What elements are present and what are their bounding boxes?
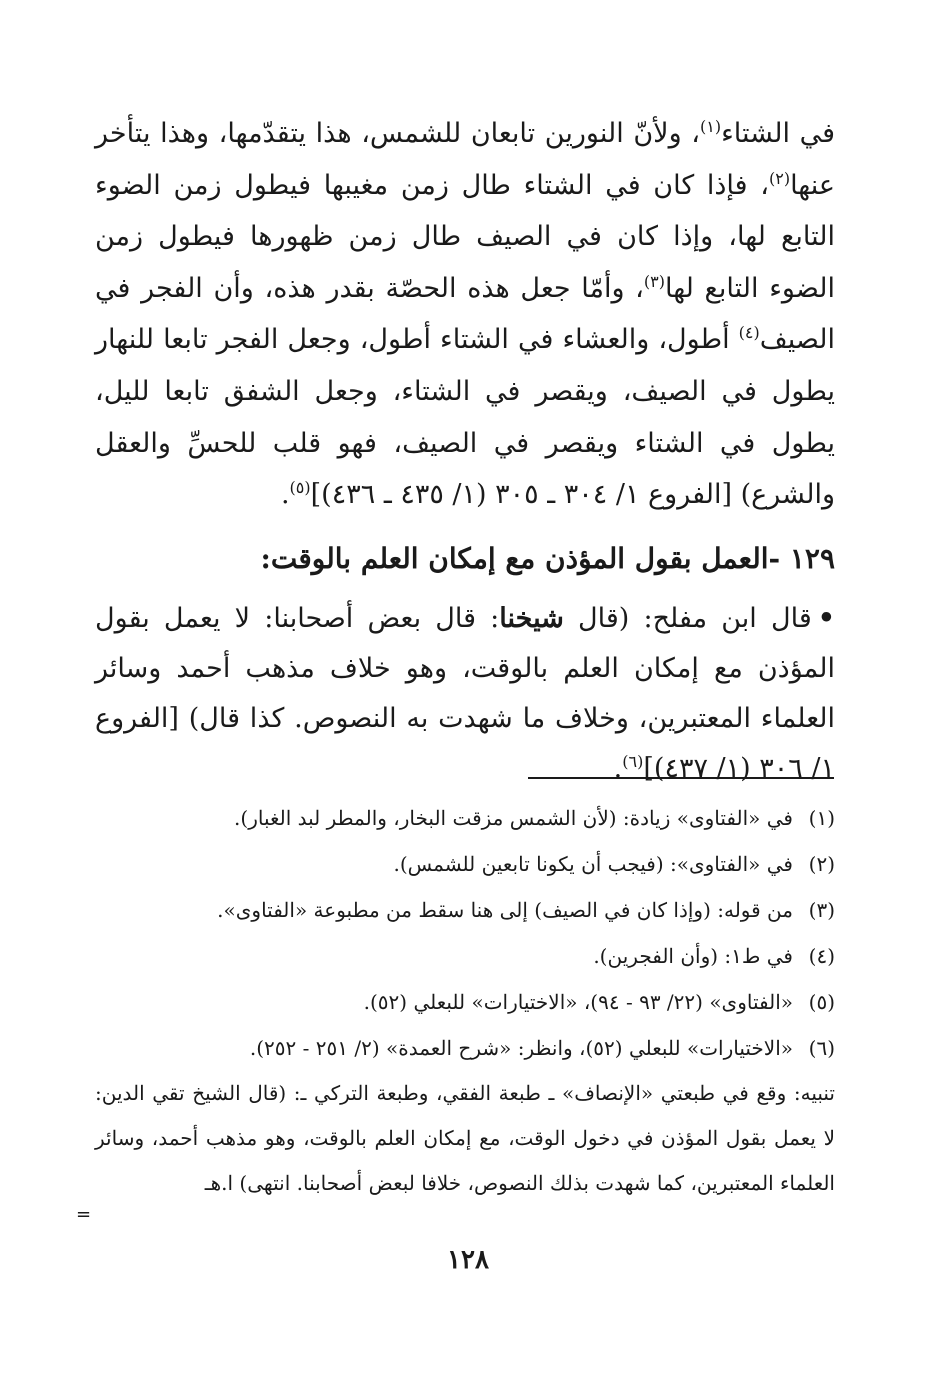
paragraph-fajr-isha [95, 108, 835, 521]
footnote-ref-6: (٦) [622, 751, 644, 771]
continuation-mark: = [76, 1204, 92, 1225]
footnote-text: في «الفتاوى»: (فيجب أن يكونا تابعين للشمس). [393, 852, 793, 876]
text-run: في الشتاء [721, 118, 835, 149]
footnote-number: (٣) [808, 898, 835, 922]
footnote-item [95, 1025, 835, 1071]
footnote-ref-5: (٥) [289, 478, 311, 498]
footnotes-section [95, 795, 835, 1206]
footnote-text: في ط١: (وأن الفجرين). [593, 944, 793, 968]
footnote-divider [528, 777, 834, 779]
text-run: : قال بعض أصحابنا: لا يعمل بقول المؤذن مع إمكان العلم بالوقت، وهو خلاف مذهب أحمد وسائر العلماء المعتبرين، وخلاف ما شهدت به النصوص. كذا قال) [الفروع ١/ ٣٠٦ (١/ ٤٣٧)] [95, 602, 835, 784]
footnote-number: (١) [808, 806, 835, 830]
footnote-ref-3: (٣) [643, 271, 665, 291]
footnote-item [95, 887, 835, 933]
footnote-text: في «الفتاوى» زيادة: (لأن الشمس مزقت البخار، والمطر لبد الغبار). [234, 806, 793, 830]
bullet-icon: • [817, 602, 835, 634]
footnote-ref-1: (١) [699, 117, 722, 136]
text-run: . [613, 752, 623, 784]
footnote-item [95, 841, 835, 887]
page-number: ١٢٨ [447, 1245, 489, 1275]
footnote-number: (٤) [808, 944, 835, 968]
footnote-number: (٢) [808, 852, 835, 876]
footnote-ref-4: (٤) [738, 323, 760, 343]
footnote-item [95, 979, 835, 1025]
page-body [95, 108, 835, 794]
text-run: . [280, 479, 290, 511]
footnote-item [95, 933, 835, 979]
footnote-item [95, 795, 835, 841]
footnote-ref-2: (٢) [768, 168, 791, 188]
text-run: قال ابن مفلح: (قال [563, 602, 812, 634]
footnote-text: «الفتاوى» (٢٢/ ٩٣ - ٩٤)، «الاختيارات» للبعلي (٥٢). [363, 990, 793, 1014]
footnote-number: (٥) [808, 990, 835, 1014]
footnote-text: من قوله: (وإذا كان في الصيف) إلى هنا سقط من مطبوعة «الفتاوى». [217, 898, 793, 922]
text-run: أطول، والعشاء في الشتاء أطول، وجعل الفجر تابعا للنهار يطول في الصيف، ويقصر في الشتاء، وجعل الشفق تابعا لليل، يطول في الشتاء ويقصر في الصيف، فهو قلب للحسِّ والعقل والشرع) [الفروع ١/ ٣٠٤ ـ ٣٠٥ (١/ ٤٣٥ ـ ٤٣٦)] [95, 324, 835, 511]
text-run: ، وأمّا جعل هذه الحصّة بقدر هذه، وأن الفجر في الصيف [95, 272, 835, 356]
footnote-text: «الاختيارات» للبعلي (٥٢)، وانظر: «شرح العمدة» (٢/ ٢٥١ - ٢٥٢). [249, 1036, 793, 1060]
footnote-note: تنبيه: وقع في طبعتي «الإنصاف» ـ طبعة الفقي، وطبعة التركي ـ: (قال الشيخ تقي الدين: لا يعمل بقول المؤذن في دخول الوقت، مع إمكان العلم بالوقت، وهو مذهب أحمد، وسائر العلماء المعتبرين، كما شهدت بذلك النصوص، خلافا لبعض أصحابنا. انتهى) ا.هـ [95, 1081, 835, 1195]
section-heading-129: ١٢٩ -العمل بقول المؤذن مع إمكان العلم بالوقت: [260, 541, 835, 575]
text-run: ، ولأنّ النورين تابعان للشمس، هذا يتقدّمها، وهذا يتأخر عنها [95, 118, 835, 201]
emphasis-sheikh: شيخنا [499, 602, 564, 634]
paragraph-muadhin [95, 594, 835, 794]
text-run: ، فإذا كان في الشتاء طال زمن مغيبها فيطول زمن الضوء التابع لها، وإذا كان في الصيف طال زمن ظهورها فيطول زمن الضوء التابع لها [95, 169, 835, 304]
footnote-number: (٦) [808, 1036, 835, 1060]
